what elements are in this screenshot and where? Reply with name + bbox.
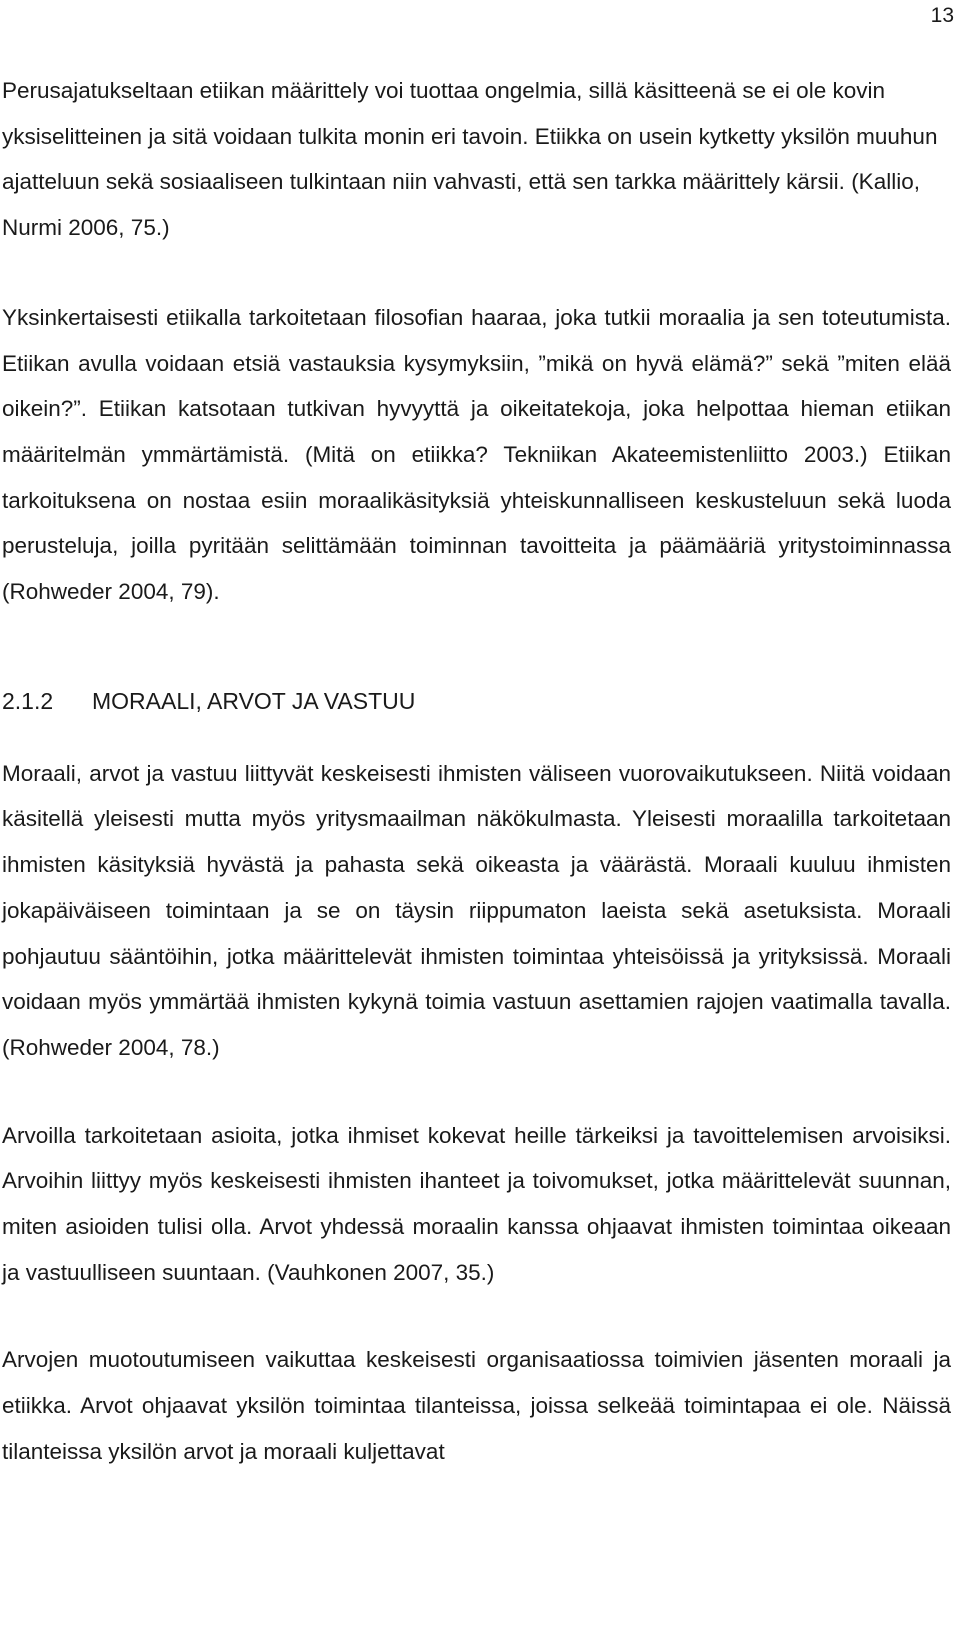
section-heading <box>2 681 951 721</box>
page-number: 13 <box>930 4 954 27</box>
section-title: MORAALI, ARVOT JA VASTUU <box>92 687 416 714</box>
paragraph-value-formation: Arvojen muotoutumiseen vaikuttaa keskeisesti organisaatiossa toimivien jäsenten moraali ja etiikka. Arvot ohjaavat yksilön toimintaa tilanteissa, joissa selkeää toimintapaa ei ole. Näissä tilanteissa yksilön arvot ja moraali kuljettavat <box>2 1347 951 1464</box>
paragraph-morality: Moraali, arvot ja vastuu liittyvät keskeisesti ihmisten väliseen vuorovaikutukseen. Niitä voidaan käsitellä yleisesti mutta myös yritysmaailman näkökulmasta. Yleisesti moraalilla tarkoitetaan ihmisten käsityksiä hyvästä ja pahasta sekä oikeasta ja väärästä. Moraali kuuluu ihmisten jokapäiväiseen toimintaan ja se on täysin riippumaton laeista sekä asetuksista. Moraali pohjautuu sääntöihin, jotka määrittelevät ihmisten toimintaa yhteisöissä ja yrityksissä. Moraali voidaan myös ymmärtää ihmisten kykynä toimia vastuun asettamien rajojen vaatimalla tavalla. (Rohweder 2004, 78.) <box>2 760 951 1060</box>
paragraph-ethics-philosophy: Yksinkertaisesti etiikalla tarkoitetaan filosofian haaraa, joka tutkii moraalia ja sen toteutumista. Etiikan avulla voidaan etsiä vastauksia kysymyksiin, ”mikä on hyvä elämä?” sekä ”miten elää oikein?”. Etiikan katsotaan tutkivan hyvyyttä ja oikeitatekoja, joka helpottaa hieman etiikan määritelmän ymmärtämistä. (Mitä on etiikka? Tekniikan Akateemistenliitto 2003.) Etiikan tarkoituksena on nostaa esiin moraalikäsityksiä yhteiskunnalliseen keskusteluun sekä luoda perusteluja, joilla pyritään selittämään toiminnan tavoitteita ja päämääriä yritystoiminnassa (Rohweder 2004, 79). <box>2 304 951 605</box>
paragraph-values: Arvoilla tarkoitetaan asioita, jotka ihmiset kokevat heille tärkeiksi ja tavoittelemisen arvoisiksi. Arvoihin liittyy myös keskeisesti ihmisten ihanteet ja toivomukset, jotka määrittelevät suunnan, miten asioiden tulisi olla. Arvot yhdessä moraalin kanssa ohjaavat ihmisten toimintaa oikeaan ja vastuulliseen suuntaan. (Vauhkonen 2007, 35.) <box>2 1122 951 1285</box>
paragraph-ethics-definition: Perusajatukseltaan etiikan määrittely voi tuottaa ongelmia, sillä käsitteenä se ei ole kovin yksiselitteinen ja sitä voidaan tulkita monin eri tavoin. Etiikka on usein kytketty yksilön muuhun ajatteluun sekä sosiaaliseen tulkintaan niin vahvasti, että sen tarkka määrittely kärsii. (Kallio, Nurmi 2006, 75.) <box>2 78 938 241</box>
document-body <box>2 68 951 1475</box>
section-number: 2.1.2 <box>2 687 54 714</box>
